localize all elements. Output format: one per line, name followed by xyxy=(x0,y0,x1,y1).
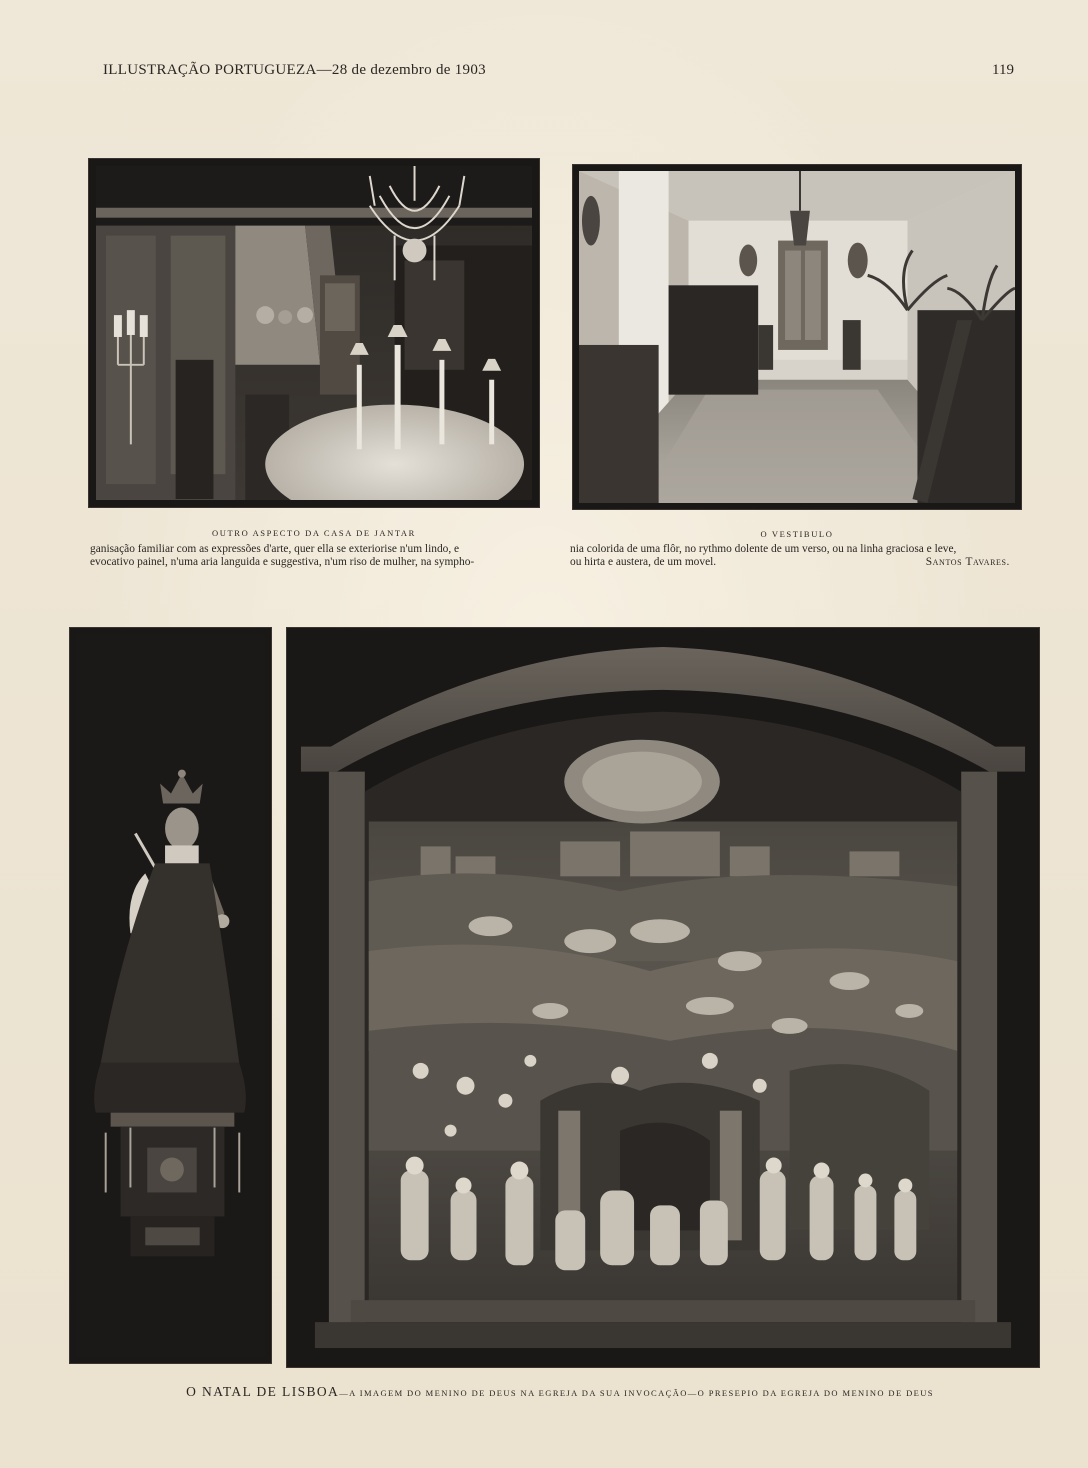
menino-de-deus-statue-photo xyxy=(69,627,272,1364)
presepio-photo xyxy=(286,627,1040,1368)
article-column-left xyxy=(90,543,540,568)
vestibule-caption: O VESTIBULO xyxy=(760,529,834,539)
dining-room-caption: OUTRO ASPECTO DA CASA DE JANTAR xyxy=(212,528,416,538)
dining-room-image xyxy=(96,166,532,500)
article-last-line xyxy=(570,556,1022,569)
statue-image xyxy=(76,634,265,1357)
article-line: evocativo painel, n'uma aria languida e suggestiva, n'um riso de mulher, na sympho- xyxy=(90,555,475,568)
caption-rest: —A IMAGEM DO MENINO DE DEUS NA EGREJA DA SUA INVOCAÇÃO—O PRESEPIO DA EGREJA DO MENINO DE DEUS xyxy=(339,1388,934,1398)
presepio-image xyxy=(291,632,1035,1363)
vestibule-image xyxy=(579,171,1015,503)
natal-de-lisboa-caption xyxy=(60,1383,1060,1401)
vestibule-photo xyxy=(572,164,1022,510)
article-line: ou hirta e austera, de um movel. xyxy=(570,555,717,568)
article-column-right xyxy=(570,543,1022,568)
author-signature: Santos Tavares. xyxy=(925,555,1010,568)
article-line: nia colorida de uma flôr, no rythmo dolente de um verso, ou na linha graciosa e leve, xyxy=(570,543,957,555)
article-line: ganisação familiar com as expressões d'arte, quer ella se exteriorise n'um lindo, e xyxy=(90,543,460,555)
running-head: ILLUSTRAÇÃO PORTUGUEZA—28 de dezembro de 1903 xyxy=(103,62,486,78)
caption-lead: O NATAL DE LISBOA xyxy=(186,1384,340,1399)
dining-room-photo xyxy=(88,158,540,508)
page-number: 119 xyxy=(992,62,1014,78)
